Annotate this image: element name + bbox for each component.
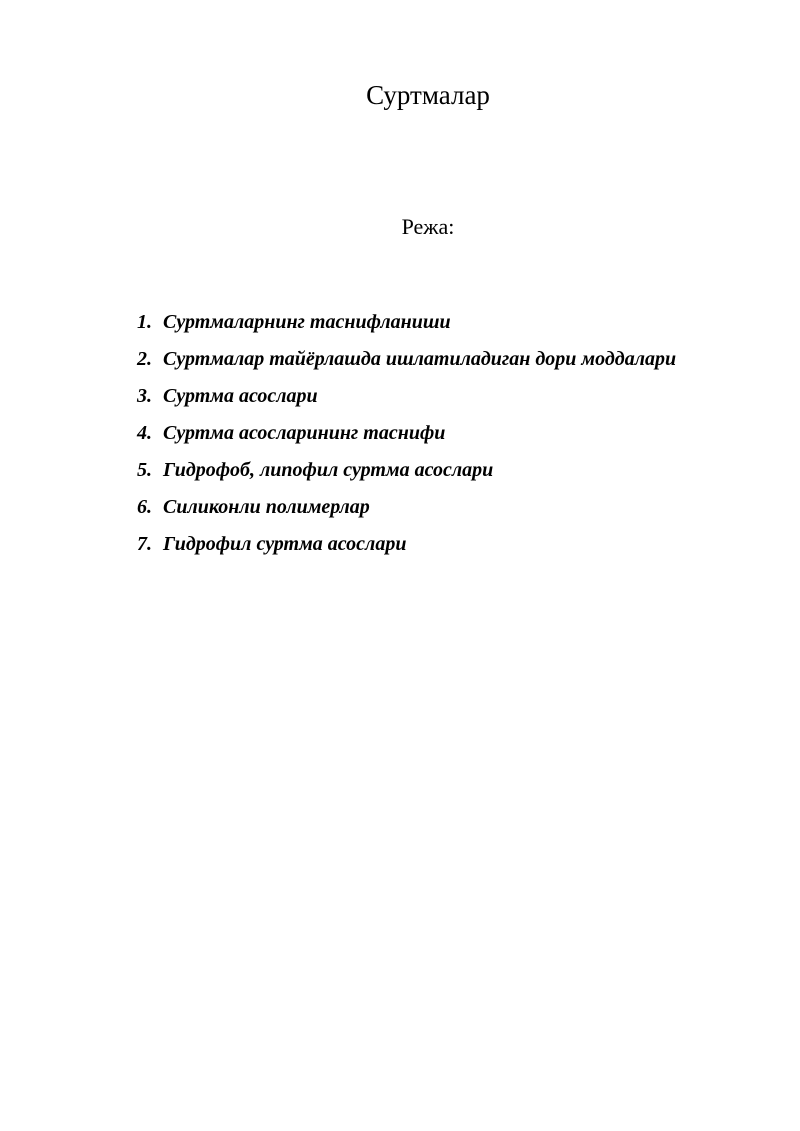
plan-item-text: Суртмалар тайёрлашда ишлатиладиган дори моддалари: [163, 348, 677, 370]
plan-item: [137, 378, 676, 415]
plan-item-number: 3.: [137, 385, 152, 407]
plan-list: [137, 304, 676, 563]
plan-item: [137, 526, 676, 563]
plan-item: [137, 489, 676, 526]
document-title: Суртмалар: [366, 80, 490, 110]
plan-item-number: 1.: [137, 311, 152, 333]
plan-item: [137, 341, 676, 378]
plan-item-number: 2.: [137, 348, 152, 370]
plan-item-text: Суртмаларнинг таснифланиши: [163, 311, 451, 333]
plan-item-text: Суртма асослари: [163, 385, 318, 407]
plan-item-text: Силиконли полимерлар: [163, 496, 370, 518]
plan-heading: Режа:: [401, 214, 455, 239]
plan-item-number: 4.: [137, 422, 152, 444]
plan-item: [137, 452, 676, 489]
plan-item-text: Гидрофил суртма асослари: [163, 533, 407, 555]
plan-item: [137, 304, 676, 341]
plan-item-number: 5.: [137, 459, 152, 481]
plan-item-number: 7.: [137, 533, 152, 555]
plan-item-text: Гидрофоб, липофил суртма асослари: [163, 459, 494, 481]
plan-item-text: Суртма асосларининг таснифи: [163, 422, 446, 444]
plan-item-number: 6.: [137, 496, 152, 518]
plan-item: [137, 415, 676, 452]
